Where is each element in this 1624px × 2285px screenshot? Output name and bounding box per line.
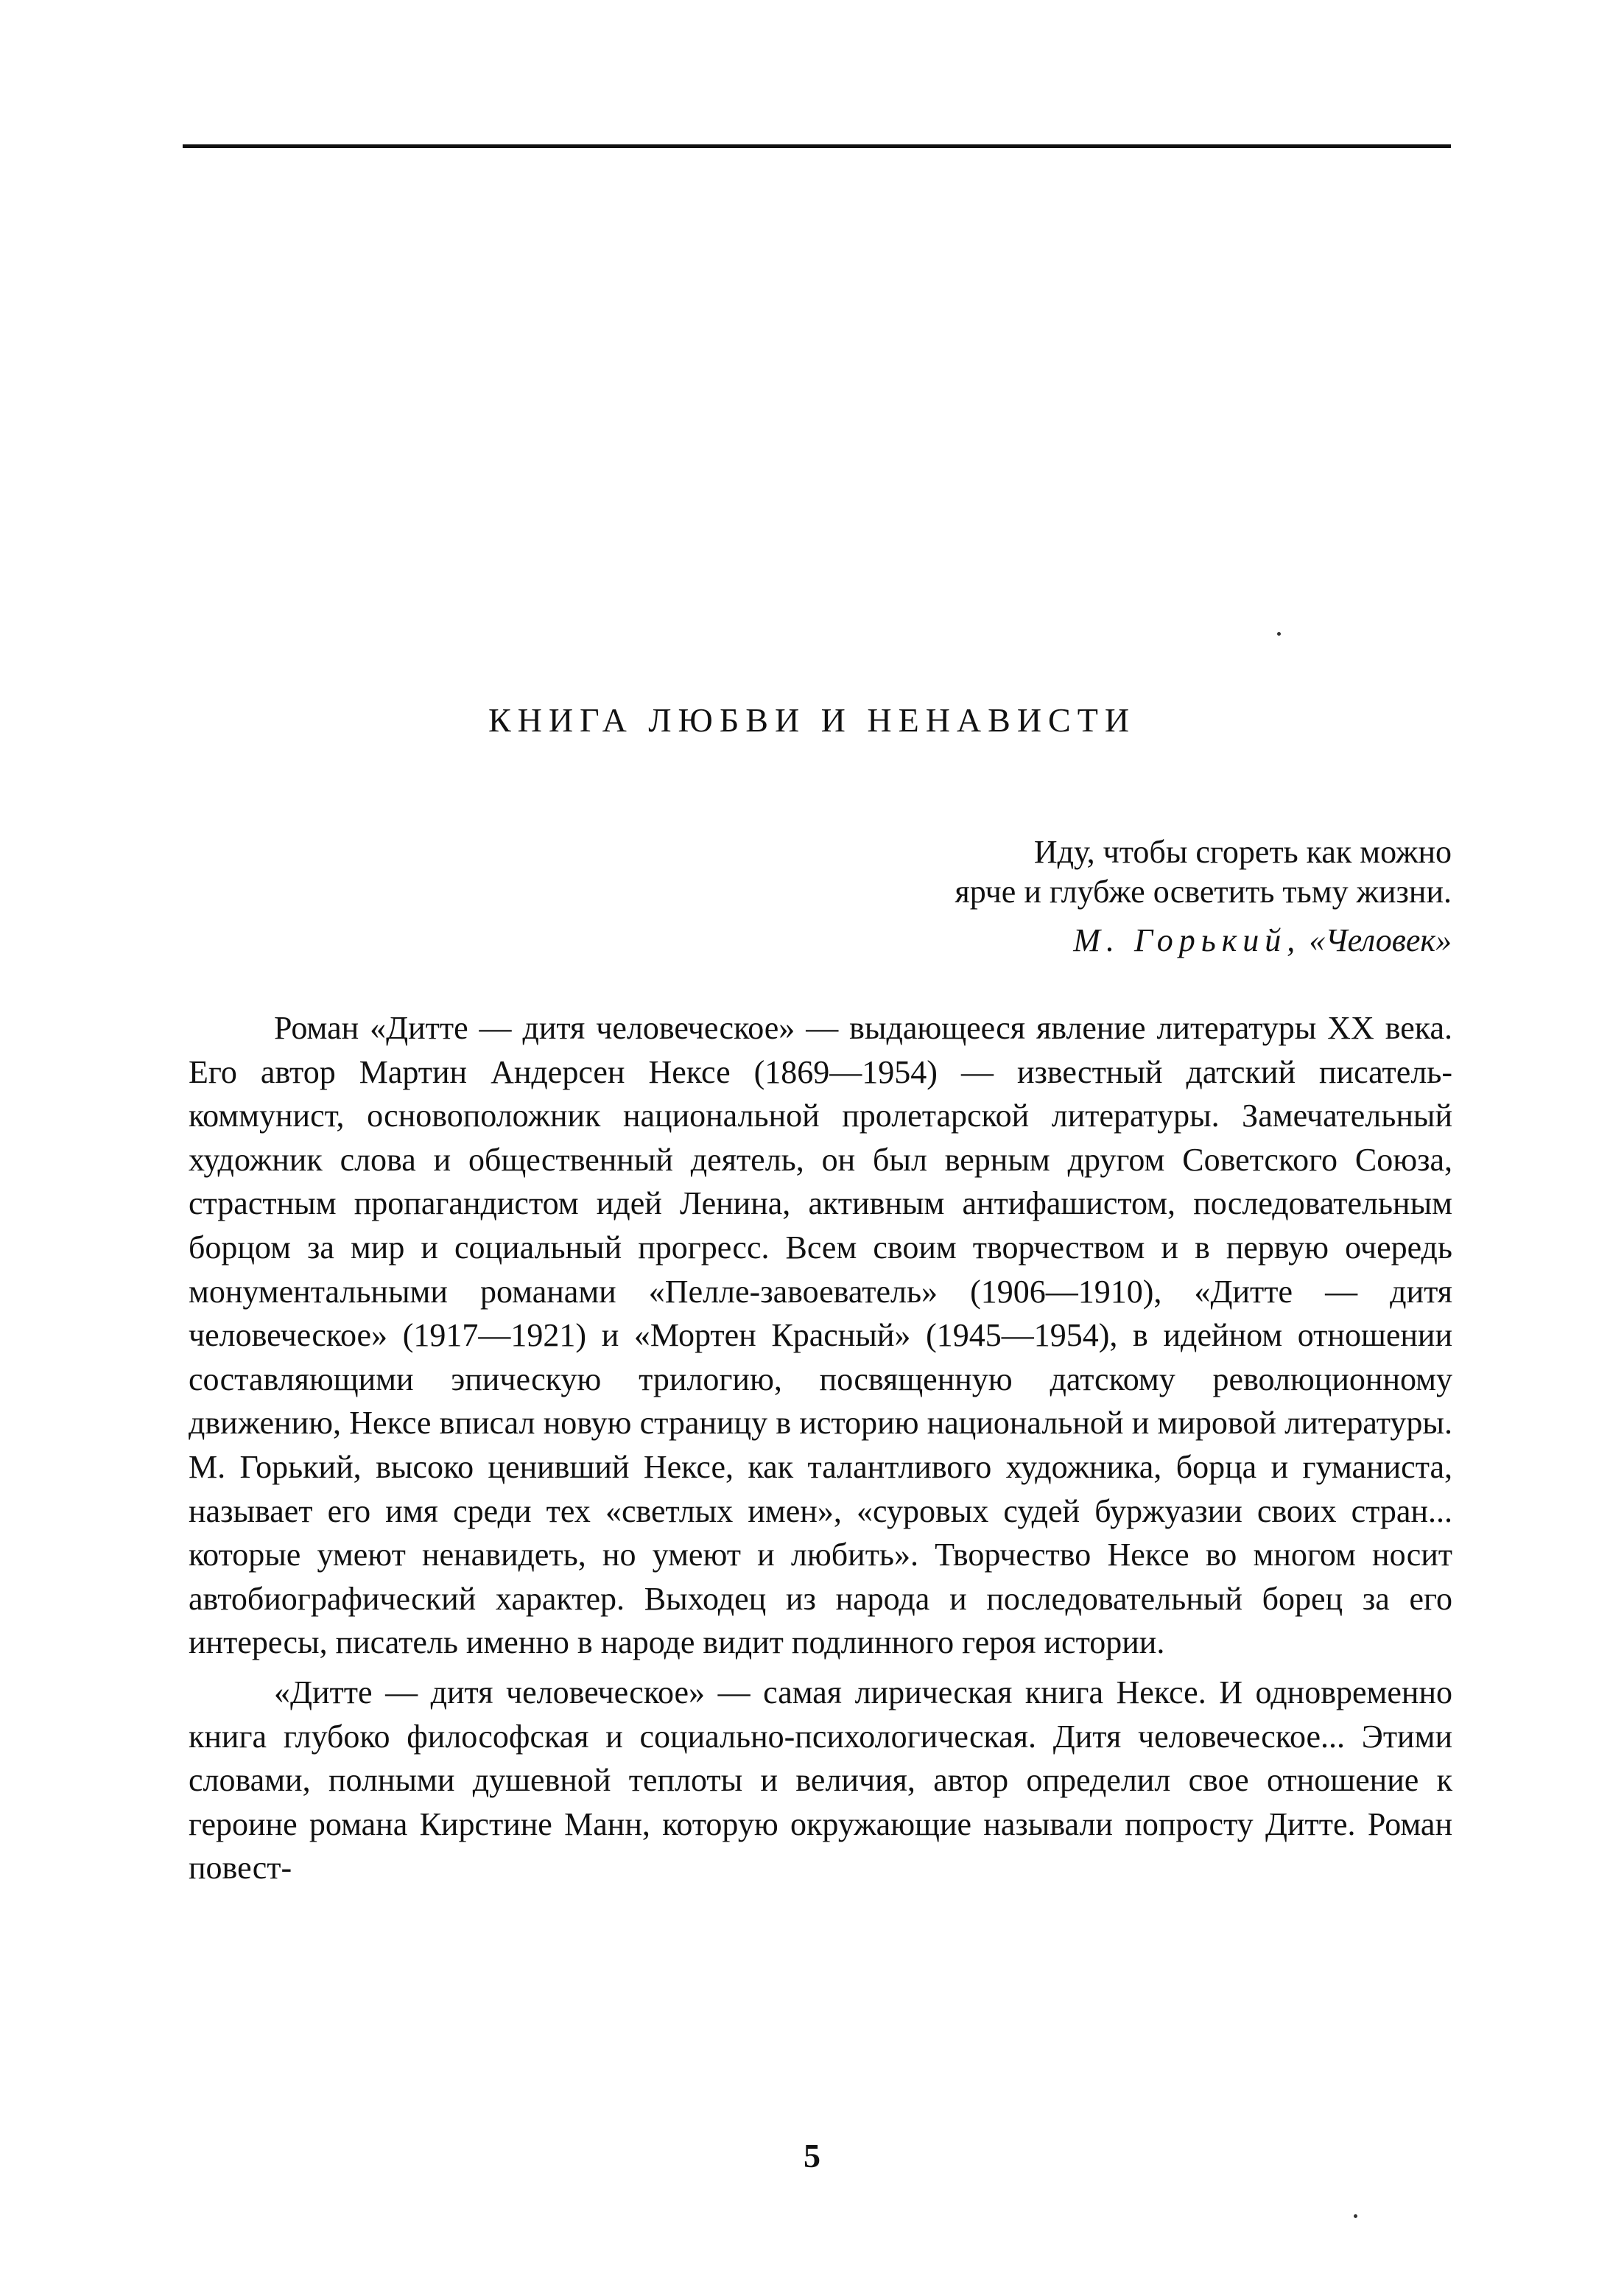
page-number: 5 [804, 2137, 820, 2175]
chapter-title: КНИГА ЛЮБВИ И НЕНАВИСТИ [488, 701, 1136, 739]
header-rule [183, 144, 1451, 148]
print-speck [1354, 2214, 1357, 2218]
body-text [189, 1006, 1452, 1890]
epigraph-work: «Человек» [1309, 922, 1452, 958]
epigraph-line-1: Иду, чтобы сгореть как можно [1033, 834, 1452, 870]
epigraph-line-2: ярче и глубже осветить тьму жизни. [955, 874, 1452, 910]
paragraph-1: Роман «Дитте — дитя человеческое» — выдающееся явление литературы XX века. Его автор Мартин Андерсен Нексе (1869—1954) — известный датский писатель-коммунист, основоположник национальной пролетарской литературы. Замечательный художник слова и общественный деятель, он был верным другом Советского Союза, страстным пропагандистом идей Ленина, активным антифашистом, последовательным борцом за мир и социальный прогресс. Всем своим творчеством и в первую очередь монументальными романами «Пелле-завоеватель» (1906—1910), «Дитте — дитя человеческое» (1917—1921) и «Мортен Красный» (1945—1954), в идейном отношении составляющими эпическую трилогию, посвященную датскому революционному движению, Нексе вписал новую страницу в историю национальной и мировой литературы. М. Горький, высоко ценивший Нексе, как талантливого художника, борца и гуманиста, называет его имя среди тех «светлых имен», «суровых судей буржуазии своих стран... которые умеют ненавидеть, но умеют и любить». Творчество Нексе во многом носит автобиографический характер. Выходец из народа и последовательный борец за его интересы, писатель именно в народе видит подлинного героя истории. [189, 1010, 1452, 1661]
epigraph-source [715, 921, 1452, 961]
print-speck [1277, 632, 1281, 636]
paragraph-2: «Дитте — дитя человеческое» — самая лирическая книга Нексе. И одновременно книга глубоко философская и социально-психологическая. Дитя человеческое... Этими словами, полными душевной теплоты и величия, автор определил свое отношение к героине романа Кирстине Манн, которую окружающие называли попросту Дитте. Роман повест- [189, 1674, 1452, 1886]
epigraph [715, 832, 1452, 961]
epigraph-author: М. Горький, [1073, 922, 1301, 958]
